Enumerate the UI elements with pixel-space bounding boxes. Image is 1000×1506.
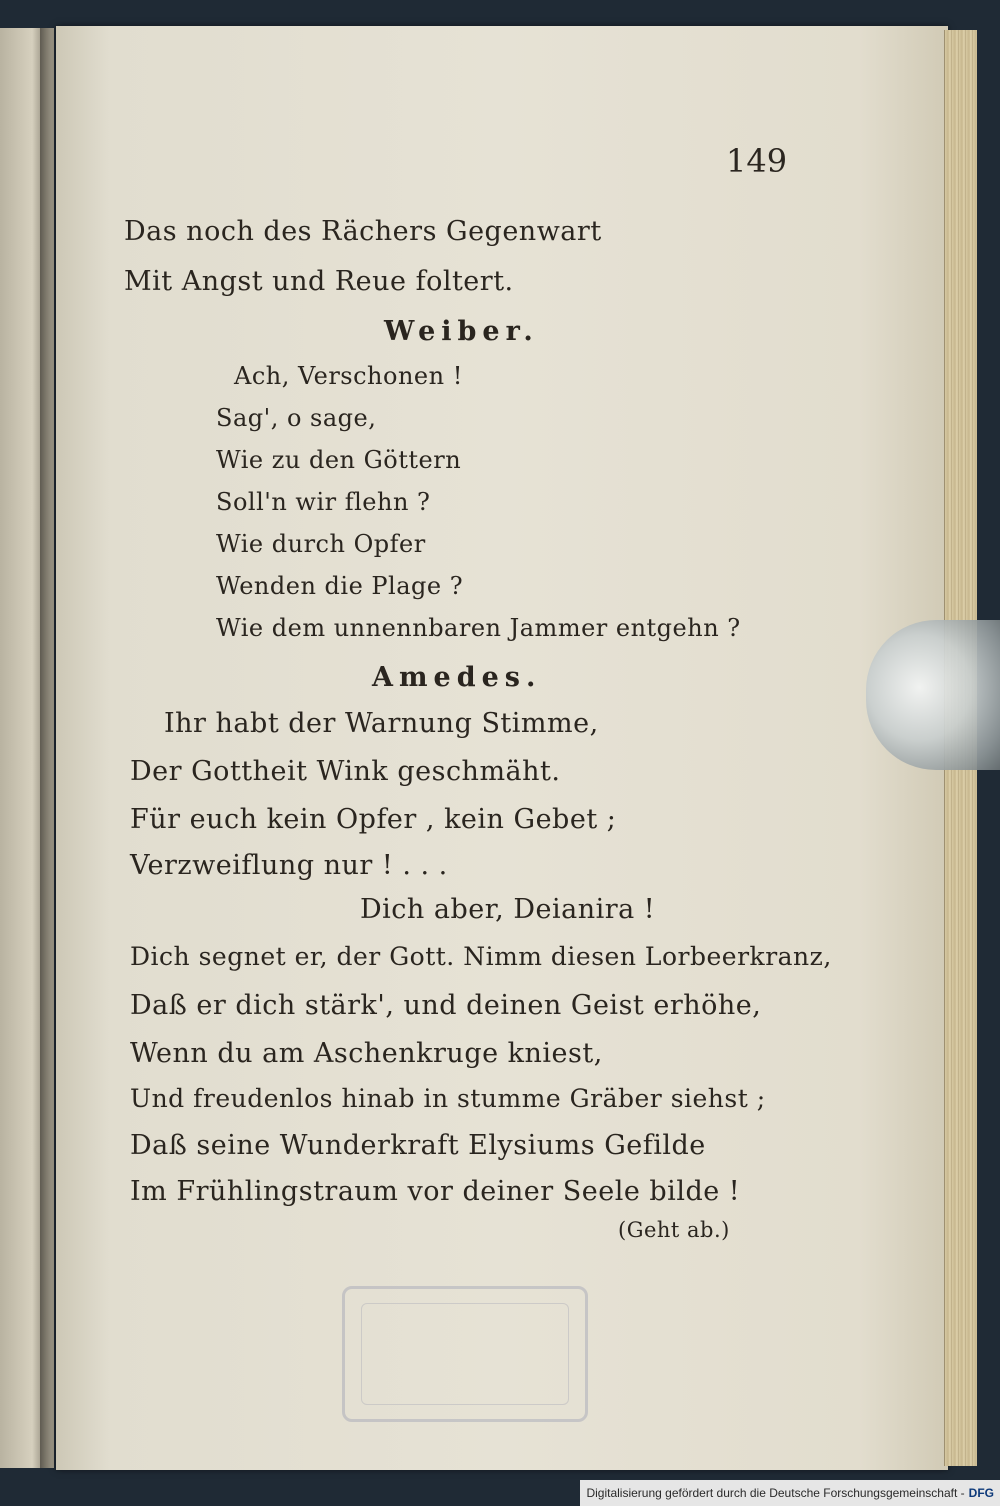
text-line: Dich segnet er, der Gott. Nimm diesen Lorbeerkranz, [130, 942, 832, 971]
text-line: Ihr habt der Warnung Stimme, [164, 708, 599, 739]
text-line: Wenden die Plage ? [216, 572, 464, 600]
library-stamp-inner [361, 1303, 569, 1405]
text-line: Sag', o sage, [216, 404, 377, 432]
page-number: 149 [726, 142, 788, 180]
text-line: Daß er dich stärk', und deinen Geist erhöhe, [130, 990, 762, 1021]
scanner-thumb-guard [866, 620, 1000, 770]
text-line: Soll'n wir flehn ? [216, 488, 431, 516]
book-gutter [40, 28, 54, 1468]
library-stamp [342, 1286, 588, 1422]
text-line: Dich aber, Deianira ! [360, 894, 656, 925]
footer-credit: Digitalisierung gefördert durch die Deutsche Forschungsgemeinschaft - [586, 1486, 965, 1500]
stage-direction: (Geht ab.) [618, 1218, 730, 1242]
text-line: Verzweiflung nur ! . . . [130, 850, 448, 881]
speaker-name: Amedes. [372, 662, 542, 693]
text-line: Der Gottheit Wink geschmäht. [130, 756, 561, 787]
text-line: Für euch kein Opfer , kein Gebet ; [130, 804, 617, 835]
text-line: Das noch des Rächers Gegenwart [124, 216, 602, 247]
speaker-name: Weiber. [384, 316, 539, 347]
text-line: Wie zu den Göttern [216, 446, 462, 474]
text-line: Ach, Verschonen ! [234, 362, 463, 390]
digitization-footer [580, 1480, 1000, 1506]
text-line: Wenn du am Aschenkruge kniest, [130, 1038, 603, 1069]
text-line: Im Frühlingstraum vor deiner Seele bilde ! [130, 1176, 741, 1207]
text-line: Und freudenlos hinab in stumme Gräber siehst ; [130, 1084, 766, 1113]
text-line: Wie durch Opfer [216, 530, 426, 558]
text-line: Mit Angst und Reue foltert. [124, 266, 514, 297]
text-line: Wie dem unnennbaren Jammer entgehn ? [216, 614, 741, 642]
dfg-logo: DFG [968, 1486, 994, 1500]
text-line: Daß seine Wunderkraft Elysiums Gefilde [130, 1130, 706, 1161]
